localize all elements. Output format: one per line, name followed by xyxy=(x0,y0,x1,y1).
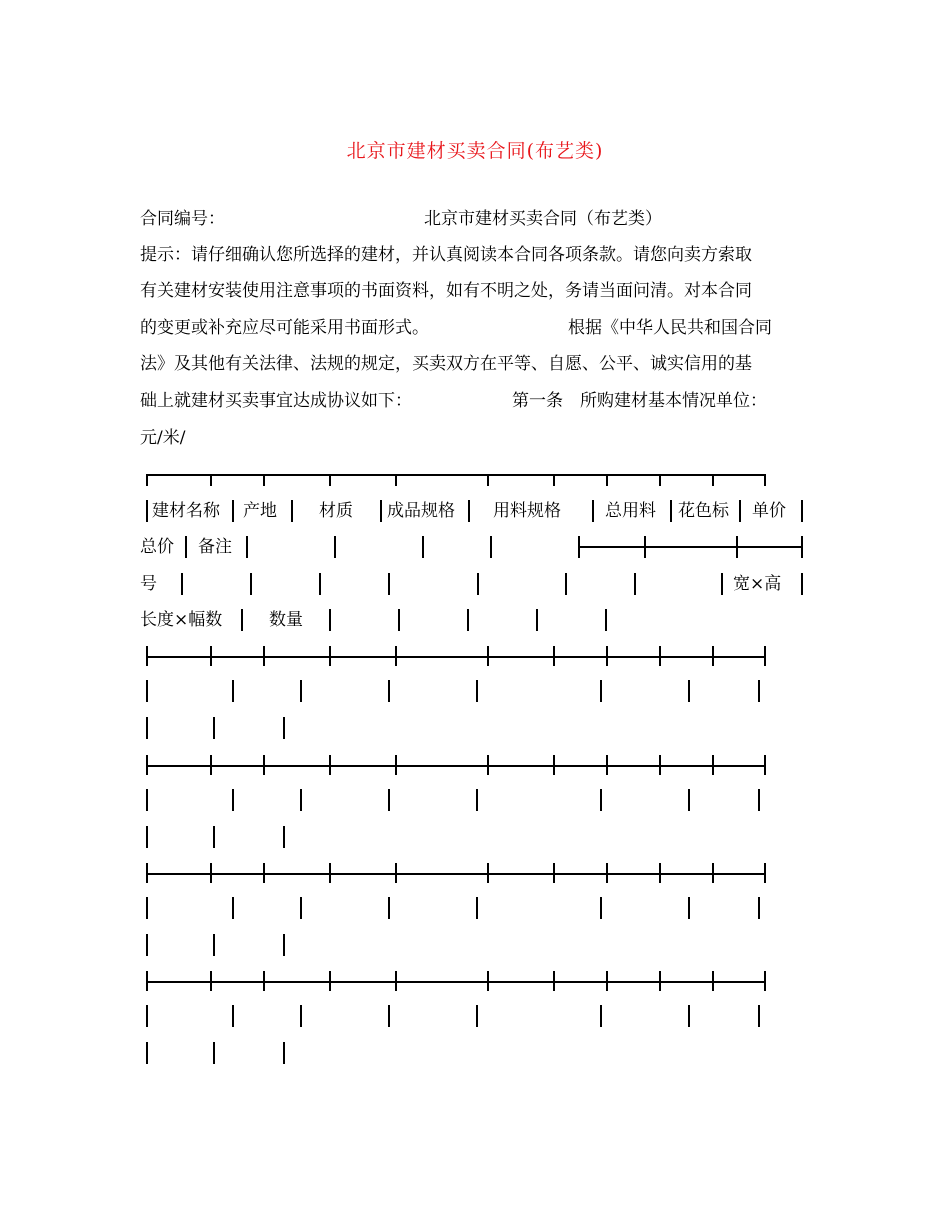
cell-border xyxy=(213,1042,215,1064)
cell-border xyxy=(688,789,690,811)
cell-border xyxy=(300,680,302,702)
cell-border xyxy=(283,826,285,848)
row-separator-tick xyxy=(712,863,714,883)
cell-border xyxy=(300,789,302,811)
row-separator-tick xyxy=(487,863,489,883)
row-separator-tick xyxy=(764,971,766,991)
cell-border xyxy=(213,934,215,956)
cell-border xyxy=(146,1042,148,1064)
article-one-heading: 第一条 所购建材基本情况单位： xyxy=(512,391,767,411)
col-material: 材质 xyxy=(319,501,353,521)
cell-border xyxy=(146,717,148,739)
col-number: 号 xyxy=(140,574,157,594)
col-remarks: 备注 xyxy=(198,537,232,557)
cell-border xyxy=(600,1005,602,1027)
row-separator-tick xyxy=(712,646,714,666)
row-separator-tick xyxy=(606,971,608,991)
row-separator-tick xyxy=(659,646,661,666)
cell-border xyxy=(388,1005,390,1027)
col-unit-price: 单价 xyxy=(752,501,786,521)
row-separator-tick xyxy=(329,863,331,883)
row-separator-tick xyxy=(712,755,714,775)
row-separator-tick xyxy=(329,646,331,666)
cell-border xyxy=(758,789,760,811)
row-separator-tick xyxy=(764,863,766,883)
page-title: 北京市建材买卖合同(布艺类) xyxy=(346,140,604,162)
cell-border xyxy=(300,1005,302,1027)
row-separator-tick xyxy=(263,971,265,991)
cell-border xyxy=(688,897,690,919)
col-total-price: 总价 xyxy=(140,537,174,557)
paragraph-line: 的变更或补充应尽可能采用书面形式。 xyxy=(140,318,429,338)
cell-border xyxy=(283,717,285,739)
row-separator-tick xyxy=(210,646,212,666)
row-separator-tick xyxy=(263,646,265,666)
row-separator-tick xyxy=(395,971,397,991)
cell-border xyxy=(232,789,234,811)
cell-border xyxy=(388,897,390,919)
cell-border xyxy=(283,934,285,956)
col-material-name: 建材名称 xyxy=(152,501,220,521)
row-separator-tick xyxy=(263,863,265,883)
paragraph-line: 根据《中华人民共和国合同 xyxy=(568,318,772,338)
col-total-usage: 总用料 xyxy=(605,501,656,521)
row-separator-tick xyxy=(329,755,331,775)
cell-border xyxy=(146,897,148,919)
row-separator-tick xyxy=(395,863,397,883)
cell-border xyxy=(283,1042,285,1064)
cell-border xyxy=(388,789,390,811)
cell-border xyxy=(476,897,478,919)
row-separator-tick xyxy=(263,755,265,775)
col-width-height: 宽×高 xyxy=(733,574,782,594)
col-origin: 产地 xyxy=(243,501,277,521)
row-separator-tick xyxy=(553,863,555,883)
row-separator-tick xyxy=(712,971,714,991)
cell-border xyxy=(758,680,760,702)
row-separator-tick xyxy=(146,755,148,775)
cell-border xyxy=(232,897,234,919)
row-separator-tick xyxy=(210,971,212,991)
row-separator-tick xyxy=(659,971,661,991)
row-separator xyxy=(146,873,766,875)
cell-border xyxy=(213,826,215,848)
cell-border xyxy=(146,934,148,956)
paragraph-line: 提示：请仔细确认您所选择的建材，并认真阅读本合同各项条款。请您向卖方索取 xyxy=(140,245,752,265)
cell-border xyxy=(758,1005,760,1027)
cell-border xyxy=(758,897,760,919)
cell-border xyxy=(388,680,390,702)
cell-border xyxy=(146,826,148,848)
row-separator-tick xyxy=(146,863,148,883)
row-separator-tick xyxy=(487,971,489,991)
row-separator-tick xyxy=(210,755,212,775)
cell-border xyxy=(600,789,602,811)
cell-border xyxy=(300,897,302,919)
row-separator-tick xyxy=(659,863,661,883)
col-length-panels: 长度×幅数 xyxy=(140,610,223,630)
row-separator-tick xyxy=(764,646,766,666)
paragraph-line: 法》及其他有关法律、法规的规定，买卖双方在平等、自愿、公平、诚实信用的基 xyxy=(140,354,752,374)
row-separator-tick xyxy=(764,755,766,775)
row-separator xyxy=(146,981,766,983)
cell-border xyxy=(146,789,148,811)
cell-border xyxy=(146,680,148,702)
col-color-code: 花色标 xyxy=(678,501,729,521)
row-separator-tick xyxy=(329,971,331,991)
paragraph-line: 有关建材安装使用注意事项的书面资料，如有不明之处，务请当面问清。对本合同 xyxy=(140,281,752,301)
row-separator-tick xyxy=(487,646,489,666)
cell-border xyxy=(476,680,478,702)
row-separator-tick xyxy=(606,755,608,775)
row-separator-tick xyxy=(395,755,397,775)
unit-line: 元/米/ xyxy=(140,428,186,448)
cell-border xyxy=(476,1005,478,1027)
row-separator-tick xyxy=(553,755,555,775)
row-separator-tick xyxy=(606,863,608,883)
row-separator-tick xyxy=(146,971,148,991)
cell-border xyxy=(146,1005,148,1027)
row-separator-tick xyxy=(210,863,212,883)
cell-border xyxy=(232,1005,234,1027)
row-separator-tick xyxy=(553,971,555,991)
row-separator-tick xyxy=(146,646,148,666)
row-separator xyxy=(146,656,766,658)
row-separator xyxy=(146,765,766,767)
cell-border xyxy=(688,1005,690,1027)
col-usage-spec: 用料规格 xyxy=(493,501,561,521)
cell-border xyxy=(688,680,690,702)
col-quantity: 数量 xyxy=(269,610,303,630)
contract-subtitle: 北京市建材买卖合同（布艺类） xyxy=(424,209,662,229)
paragraph-line: 础上就建材买卖事宜达成协议如下： xyxy=(140,391,412,411)
row-separator-tick xyxy=(606,646,608,666)
row-separator-tick xyxy=(487,755,489,775)
cell-border xyxy=(476,789,478,811)
contract-number-label: 合同编号： xyxy=(140,209,225,229)
cell-border xyxy=(600,680,602,702)
row-separator-tick xyxy=(395,646,397,666)
cell-border xyxy=(232,680,234,702)
cell-border xyxy=(213,717,215,739)
row-separator-tick xyxy=(553,646,555,666)
col-product-spec: 成品规格 xyxy=(387,501,455,521)
cell-border xyxy=(600,897,602,919)
row-separator-tick xyxy=(659,755,661,775)
